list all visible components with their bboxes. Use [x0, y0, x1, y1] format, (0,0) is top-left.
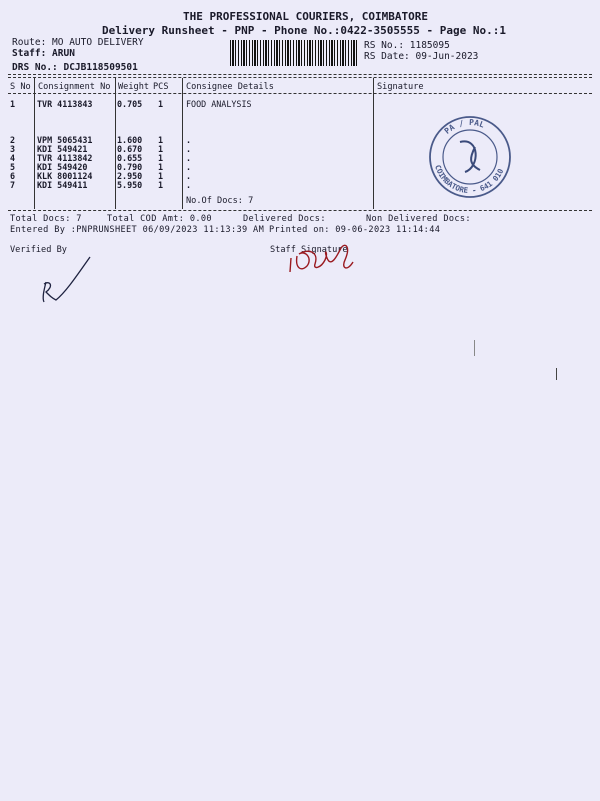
route-label: Route: MO AUTO DELIVERY	[12, 37, 144, 48]
row-consignment: TVR 4113843	[37, 99, 93, 109]
row-pcs: 1	[158, 153, 164, 163]
row-consignment: KDI 549420	[37, 162, 88, 172]
table-top-rule-2	[8, 77, 592, 78]
row-weight: 0.790	[117, 162, 143, 172]
row-pcs: 1	[158, 99, 164, 109]
row-details: .	[186, 171, 192, 181]
runsheet-subtitle: Delivery Runsheet - PNP - Phone No.:0422-3505555 - Page No.:1	[102, 24, 506, 37]
rs-number: RS No.: 1185095	[364, 40, 450, 51]
row-sno: 6	[10, 171, 16, 181]
row-details: .	[186, 135, 192, 145]
total-docs: Total Docs: 7	[10, 214, 82, 224]
row-weight: 0.655	[117, 153, 143, 163]
scan-speck	[474, 340, 475, 356]
col-header-consignee: Consignee Details	[186, 82, 274, 92]
header-bottom-rule	[8, 93, 592, 94]
svg-text:PA / PAL	[443, 118, 486, 136]
row-weight: 0.705	[117, 99, 143, 109]
row-sno: 7	[10, 180, 16, 190]
staff-label: Staff: ARUN	[12, 48, 75, 59]
row-consignment: KDI 549421	[37, 144, 88, 154]
delivered-docs: Delivered Docs:	[243, 214, 326, 224]
stamp-bottom-text: COIMBATORE - 641 010	[433, 163, 506, 196]
row-pcs: 1	[158, 162, 164, 172]
staff-signature-label: Staff Signature	[270, 245, 348, 255]
rs-date: RS Date: 09-Jun-2023	[364, 51, 479, 62]
col-divider-1	[34, 78, 35, 209]
company-stamp	[420, 112, 520, 202]
drs-number: DRS No.: DCJB118509501	[12, 62, 138, 73]
col-header-consignment: Consignment No	[38, 82, 111, 92]
row-sno: 5	[10, 162, 16, 172]
row-details: .	[186, 180, 192, 190]
entered-by: Entered By :PNPRUNSHEET 06/09/2023 11:13:39 AM	[10, 225, 265, 235]
row-sno: 4	[10, 153, 16, 163]
company-name: THE PROFESSIONAL COURIERS, COIMBATORE	[183, 10, 429, 23]
barcode	[230, 40, 358, 66]
col-header-weight: Weight	[118, 82, 150, 92]
total-cod-amount: Total COD Amt: 0.00	[107, 214, 212, 224]
row-sno: 3	[10, 144, 16, 154]
verifier-signature	[36, 252, 96, 307]
table-bottom-rule	[8, 210, 592, 211]
row-pcs: 1	[158, 171, 164, 181]
col-divider-3	[182, 78, 183, 209]
row-details: .	[186, 162, 192, 172]
row-weight: 2.950	[117, 171, 143, 181]
row-details: .	[186, 144, 192, 154]
row-pcs: 1	[158, 135, 164, 145]
row-sno: 1	[10, 99, 16, 109]
row-details: FOOD ANALYSIS	[186, 99, 252, 109]
row-weight: 0.670	[117, 144, 143, 154]
row-consignment: TVR 4113842	[37, 153, 93, 163]
no-of-docs: No.Of Docs: 7	[186, 196, 254, 206]
row-sno: 2	[10, 135, 16, 145]
non-delivered-docs: Non Delivered Docs:	[366, 214, 471, 224]
col-header-pcs: PCS	[153, 82, 169, 92]
scan-speck	[556, 368, 557, 380]
printed-on: Printed on: 09-06-2023 11:14:44	[269, 225, 441, 235]
stamp-top-text: PA / PAL	[442, 117, 486, 136]
row-consignment: KDI 549411	[37, 180, 88, 190]
col-header-sno: S No	[10, 82, 31, 92]
row-details: .	[186, 153, 192, 163]
verified-by-label: Verified By	[10, 245, 67, 255]
row-consignment: KLK 8001124	[37, 171, 93, 181]
row-consignment: VPM 5065431	[37, 135, 93, 145]
col-header-signature: Signature	[377, 82, 424, 92]
row-weight: 1.600	[117, 135, 143, 145]
row-pcs: 1	[158, 144, 164, 154]
table-top-rule	[8, 74, 592, 75]
col-divider-4	[373, 78, 374, 209]
row-weight: 5.950	[117, 180, 143, 190]
row-pcs: 1	[158, 180, 164, 190]
col-divider-2	[115, 78, 116, 209]
staff-signature	[285, 238, 360, 278]
